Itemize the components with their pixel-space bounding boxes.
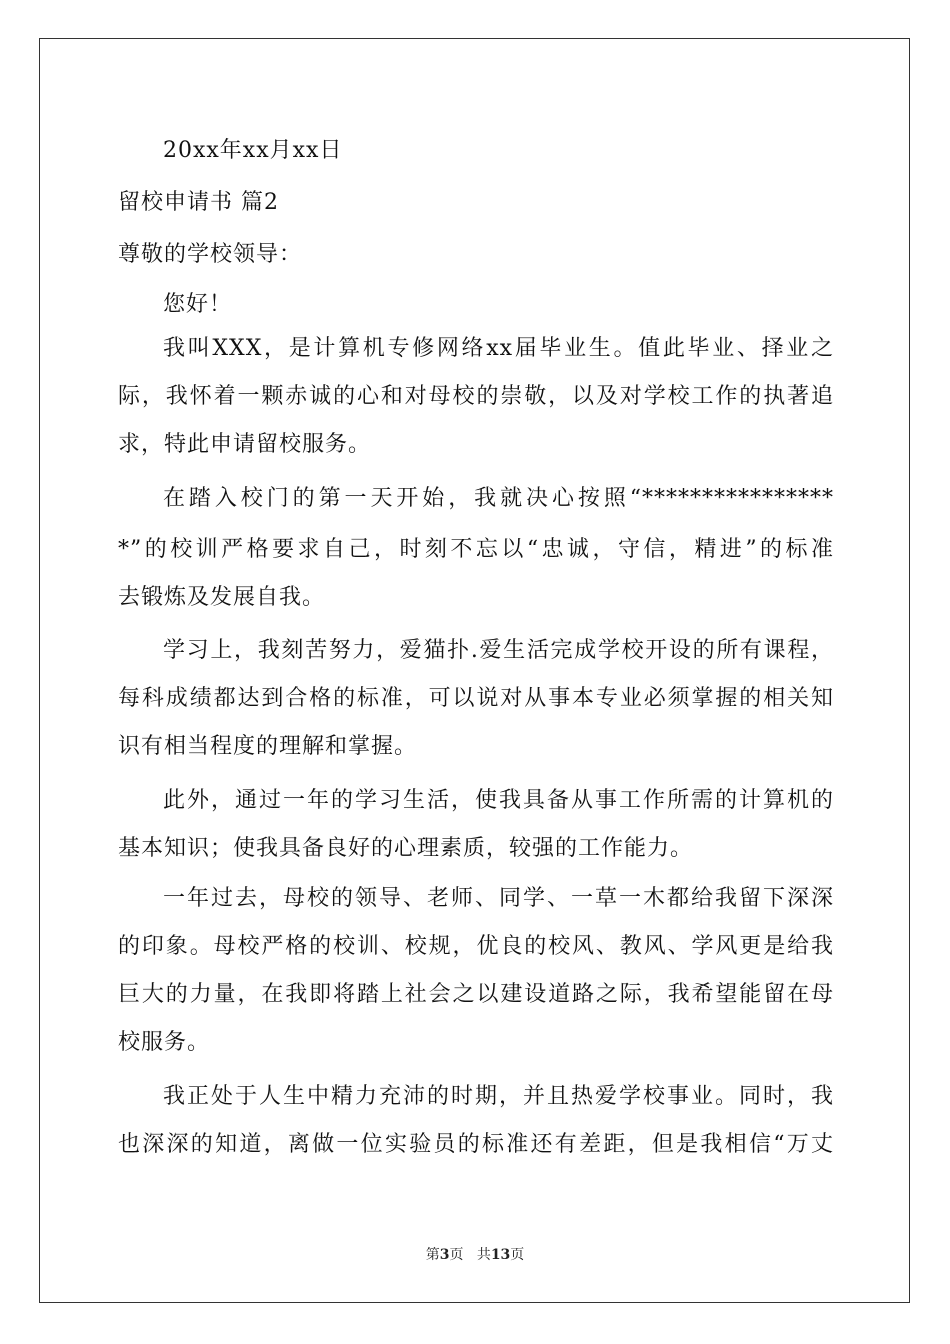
- text-line: 尊敬的学校领导：: [118, 242, 303, 267]
- text-line: 20xx年xx月xx日: [163, 138, 343, 163]
- page-border: [39, 38, 910, 1303]
- text-line: 一年过去，母校的领导、老师、同学、一草一木都给我留下深深: [163, 886, 834, 911]
- text-line: 每科成绩都达到合格的标准，可以说对从事本专业必须掌握的相关知: [118, 686, 834, 711]
- text-line: 在踏入校门的第一天开始，我就决心按照“****************: [163, 486, 834, 511]
- text-line: 也深深的知道，离做一位实验员的标准还有差距，但是我相信“万丈: [118, 1132, 834, 1157]
- page-footer: [0, 1245, 950, 1265]
- page-prefix: 第: [425, 1247, 440, 1263]
- text-line: *”的校训严格要求自己，时刻不忘以“忠诚，守信，精进”的标准: [118, 537, 834, 562]
- text-line: 去锻炼及发展自我。: [118, 585, 326, 610]
- text-line: 的印象。母校严格的校训、校规，优良的校风、教风、学风更是给我: [118, 934, 834, 959]
- page-number: 3: [439, 1247, 450, 1263]
- page-suffix: 页: [449, 1247, 464, 1263]
- text-line: 基本知识；使我具备良好的心理素质，较强的工作能力。: [118, 836, 694, 861]
- text-line: 留校申请书 篇2: [118, 190, 279, 215]
- text-line: 校服务。: [118, 1030, 211, 1055]
- text-line: 我叫XXX，是计算机专修网络xx届毕业生。值此毕业、择业之: [163, 336, 834, 361]
- text-line: 际，我怀着一颗赤诚的心和对母校的崇敬，以及对学校工作的执著追: [118, 384, 834, 409]
- text-line: 您好！: [163, 292, 233, 317]
- text-line: 求，特此申请留校服务。: [118, 432, 372, 457]
- total-prefix: 共: [476, 1247, 491, 1263]
- total-pages: 13: [490, 1247, 511, 1263]
- total-suffix: 页: [510, 1247, 525, 1263]
- text-line: 巨大的力量，在我即将踏上社会之以建设道路之际，我希望能留在母: [118, 982, 834, 1007]
- text-line: 此外，通过一年的学习生活，使我具备从事工作所需的计算机的: [163, 788, 834, 813]
- text-line: 我正处于人生中精力充沛的时期，并且热爱学校事业。同时，我: [163, 1084, 834, 1109]
- text-line: 学习上，我刻苦努力，爱猫扑.爱生活完成学校开设的所有课程，: [163, 638, 834, 663]
- text-line: 识有相当程度的理解和掌握。: [118, 734, 418, 759]
